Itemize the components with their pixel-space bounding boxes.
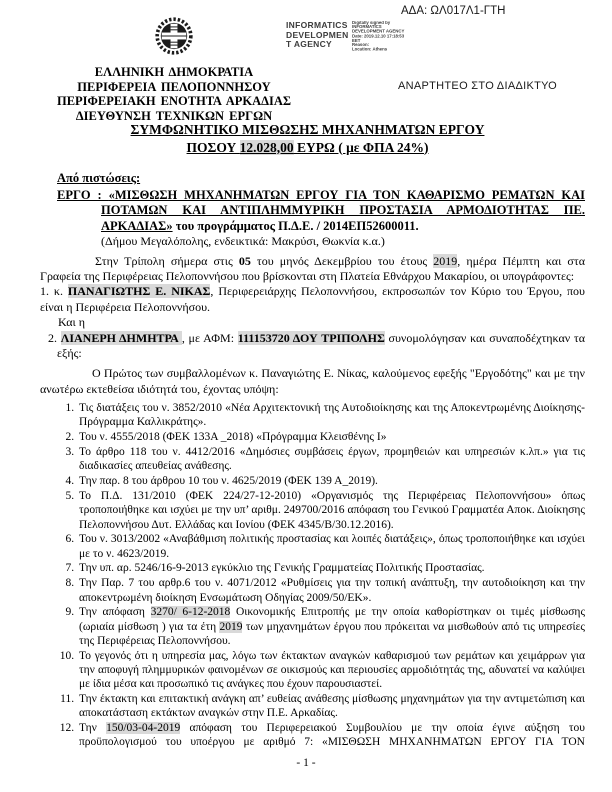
ada-number: ΑΔΑ: ΩΛ017Λ1-ΓΤΗ: [401, 5, 506, 17]
text-segment: 2019: [433, 253, 458, 268]
document-title: [30, 121, 585, 156]
text-segment: , Περιφερειάρχης Πελοποννήσου, εκπροσωπών τον Κύριο του Έργου, που είναι η Περιφέρεια Πελοποννήσου.: [40, 284, 585, 314]
stamp-sig-line: EET: [351, 38, 360, 44]
text-segment: Του ν. 4555/2018 (ΦΕΚ 133Α _2018) «Πρόγραμμα Κλεισθένης Ι»: [79, 431, 387, 444]
stamp-agency-name: [286, 21, 349, 50]
org-line-region: ΠΕΡΙΦΕΡΕΙΑ ΠΕΛΟΠΟΝΝΗΣΟΥ: [77, 79, 271, 94]
org-line-directorate: ΔΙΕΥΘΥΝΣΗ ΤΕΧΝΙΚΩΝ ΕΡΓΩΝ: [75, 108, 273, 123]
text-segment: 111153720 ΔΟΥ ΤΡΙΠΟΛΗΣ: [237, 330, 385, 345]
legal-considerations-list: [30, 401, 585, 750]
text-segment: Την απόφαση: [79, 606, 151, 619]
text-segment: συνομολόγησαν και συναποδέχτηκαν τα εξής:: [57, 330, 586, 360]
text-segment: 150/03-04-2019: [106, 722, 181, 735]
list-item: [77, 445, 585, 474]
text-segment: των μηχανημάτων έργου που πρόκειται να μισθωθούν από τις υπηρεσίες της Περιφέρειας Πελοποννήσου.: [79, 620, 585, 647]
text-segment: 12.028,00: [239, 139, 294, 155]
list-item: [77, 489, 585, 532]
list-item: [77, 692, 585, 721]
stamp-sig-line: INFORMATICS: [351, 25, 382, 30]
text-segment: ΕΥΡΩ ( με ΦΠΑ 24%): [293, 139, 429, 155]
document-title-line1: ΣΥΜΦΩΝΗΤΙΚΟ ΜΙΣΘΩΣΗΣ ΜΗΧΑΝΗΜΑΤΩΝ ΕΡΓΟΥ: [130, 122, 485, 137]
text-segment: ΛΙΑΝΕΡΗ ΔΗΜΗΤΡΑ: [60, 330, 182, 345]
text-segment: «ΜΙΣΘΩΣΗ ΜΗΧΑΝΗΜΑΤΩΝ ΕΡΓΟΥ ΓΙΑ ΤΟΝ ΚΑΘΑΡΙΣΜΟ ΡΕΜΑΤΩΝ ΚΑΙ ΠΟΤΑΜΩΝ ΚΑΙ ΑΝΤΙΠΛΗΜΜΥΡΙΚΗ ΠΡΟΣΤΑΣΙΑ ΑΡΜΟΔΙΟΤΗΤΑΣ ΠΕ. ΑΡΚΑΔΙΑΣ»: [101, 187, 586, 233]
list-item: [77, 532, 585, 561]
text-segment: Την παρ. 8 του άρθρου 10 του ν. 4625/2019 (ΦΕΚ 139 Α_2019).: [79, 475, 378, 488]
list-item: [77, 721, 585, 750]
text-segment: ΠΑΝΑΓΙΩΤΗΣ Ε. ΝΙΚΑΣ: [67, 284, 211, 299]
stamp-signature-details: [352, 21, 431, 52]
text-segment: Ο Πρώτος των συμβαλλομένων κ. Παναγιώτης Ε. Νίκας, καλούμενος εφεξής "Εργοδότης" και με την ανωτέρω εκτεθείσα ιδιότητά του, έχοντας υπόψη:: [40, 366, 585, 396]
document-title-line2: [30, 139, 585, 157]
page-number: - 1 -: [296, 757, 316, 769]
text-segment: , με ΑΦΜ:: [181, 330, 238, 345]
list-item: [77, 401, 585, 430]
paragraph-party2: [40, 331, 585, 362]
text-segment: 1. κ.: [40, 284, 68, 299]
text-segment: ΕΡΓΟ :: [57, 187, 109, 202]
list-item: [77, 649, 585, 692]
national-emblem-icon: [154, 15, 194, 62]
stamp-sig-line: DEVELOPMENT AGENCY: [351, 29, 404, 35]
credits-heading: Από πιστώσεις:: [57, 171, 141, 185]
text-segment: Το Π.Δ. 131/2010 (ΦΕΚ 224/27-12-2010) «Οργανισμός της Περιφέρειας Πελοποννήσου» όπως τροποποιήθηκε και ισχύει με την υπ’ αριθμ. 249700/2016 απόφαση του Γενικού Γραμματέα Αποκ. Διοίκησης Πελοποννήσου Δυτ. Ελλάδας και Ιονίου (ΦΕΚ 4345/Β/30.12.2016).: [79, 489, 585, 531]
text-segment: 2019: [219, 620, 243, 633]
list-item: [77, 561, 585, 575]
org-line-republic: ΕΛΛΗΝΙΚΗ ΔΗΜΟΚΡΑΤΙΑ: [94, 65, 254, 79]
text-segment: Την: [79, 722, 107, 735]
text-segment: Την Παρ. 7 του αρθρ.6 του ν. 4071/2012 «Ρυθμίσεις για την τοπική ανάπτυξη, την αυτοδιοίκηση και την αποκεντρωμένη διοίκηση Ενσωμάτωση Οδηγίας 2009/50/ΕΚ».: [79, 577, 585, 604]
text-segment: , ημέρα Πέμπτη και στα Γραφεία της Περιφέρειας Πελοποννήσου που βρίσκονται στη Πλατεία Εθνάρχου Μακαρίου, οι υπογράφοντες:: [40, 253, 585, 283]
text-segment: Το γεγονός ότι η υπηρεσία μας, λόγω των έκτακτων αναγκών καθαρισμού των ρεμάτων και χειμάρρων για την αποφυγή πλημμυρικών φαινομένων σε οικισμούς και περιουσίες αρμοδιότητάς της, αδυνατεί να καλύψει με ίδια μέσα και προσωπικό τις ανάγκες που έχουν παρουσιαστεί.: [79, 649, 585, 691]
text-segment: Τις διατάξεις του ν. 3852/2010 «Νέα Αρχιτεκτονική της Αυτοδιοίκησης και της Αποκεντρωμένης Διοίκησης- Πρόγραμμα Καλλικράτης».: [79, 402, 585, 429]
text-segment: Το άρθρο 118 του ν. 4412/2016 «Δημόσιες συμβάσεις έργων, προμηθειών και υπηρεσιών κ.λπ.» για τις διαδικασίες απευθείας ανάθεσης.: [79, 446, 585, 473]
project-title: [30, 188, 585, 235]
stamp-sig-line: Reason:: [351, 43, 369, 48]
list-item: [77, 605, 585, 648]
paragraph-and: Και η: [58, 315, 86, 330]
text-segment: του προγράμματος Π.Δ.Ε. / 2014ΕΠ52600011.: [172, 218, 419, 233]
text-segment: Την έκτακτη και επιτακτική ανάγκη απ’ ευθείας ανάθεσης μίσθωσης μηχανημάτων για την αντιμετώπιση και αποκατάσταση εκτάκτων αναγκών στην Π.Ε. Αρκαδίας.: [79, 693, 585, 720]
text-segment: 2.: [48, 330, 61, 345]
list-item: [77, 430, 585, 444]
text-segment: 05: [238, 253, 251, 268]
stamp-agency-line: DEVELOPMEN: [286, 29, 349, 40]
stamp-sig-line: Date: 2019.12.10 17:18:53: [351, 34, 404, 39]
document-body: [30, 121, 585, 750]
list-item: [77, 474, 585, 488]
paragraph-intro: [40, 254, 585, 285]
text-segment: Του ν. 3013/2002 «Αναβάθμιση πολιτικής προστασίας και λοιπές διατάξεις», όπως τροποποιήθηκε και ισχύει με το ν. 4623/2019.: [79, 533, 585, 560]
stamp-agency-line: T AGENCY: [286, 39, 333, 49]
stamp-sig-line: Digitally signed by: [351, 21, 390, 26]
text-segment: του μηνός Δεκεμβρίου του έτους: [250, 253, 434, 268]
stamp-sig-line: Location: Athens: [351, 47, 387, 53]
letterhead: [28, 15, 320, 123]
text-segment: απόφαση του Περιφερειακού Συμβουλίου με την οποία έγινε αύξηση του προϋπολογισμού του υποέργου με αριθμό 7: «ΜΙΣΘΩΣΗ ΜΗΧΑΝΗΜΑΤΩΝ ΕΡΓΟΥ ΓΙΑ ΤΟΝ: [79, 722, 585, 749]
paragraph-party1: [40, 284, 585, 315]
text-segment: ΠΟΣΟΥ: [186, 139, 240, 155]
project-note: (Δήμου Μεγαλόπολης, ενδεικτικά: Μακρύσι, Θωκνία κ.α.): [101, 234, 385, 248]
text-segment: 3270/ 6-12-2018: [150, 606, 231, 619]
text-segment: Στην Τρίπολη σήμερα στις: [95, 253, 239, 268]
paragraph-first-party: [40, 366, 585, 397]
stamp-agency-line: INFORMATICS: [286, 20, 348, 30]
internet-posting-label: ΑΝΑΡΤΗΤΕΟ ΣΤΟ ΔΙΑΔΙΚΤΥΟ: [398, 80, 557, 92]
digital-signature-stamp: [286, 21, 462, 64]
text-segment: Οικονομικής Επιτροπής με την οποία καθορίστηκαν οι τιμές μίσθωσης (ωριαία μίσθωση ) για τα έτη: [79, 606, 585, 633]
text-segment: Την υπ. αρ. 5246/16-9-2013 εγκύκλιο της Γενικής Γραμματείας Πολιτικής Προστασίας.: [79, 562, 485, 575]
org-line-regional-unit: ΠΕΡΙΦΕΡΕΙΑΚΗ ΕΝΟΤΗΤΑ ΑΡΚΑΔΙΑΣ: [56, 94, 292, 108]
list-item: [77, 576, 585, 605]
